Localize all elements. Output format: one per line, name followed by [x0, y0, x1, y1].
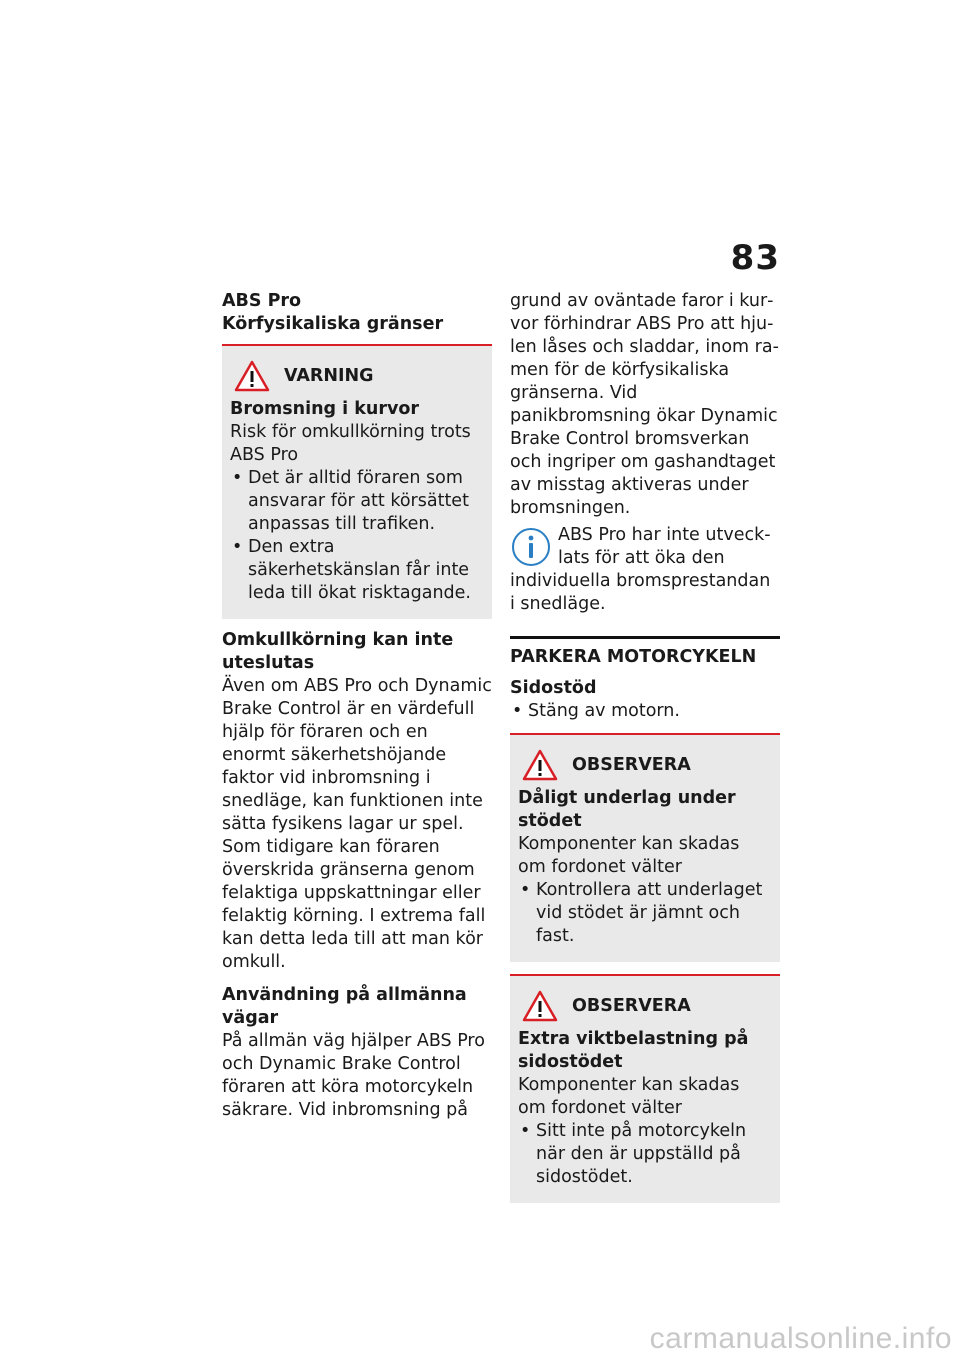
- subheading-sidostod: Sidostöd: [510, 678, 597, 698]
- notice1-text: Komponenter kan skadas om fordonet välter: [518, 834, 740, 877]
- paragraph-continued: grund av oväntade faror i kurvor förhindrar ABS Pro att hjulen låses och sladdar, inom ramen för de körfysikaliska gränserna. Vid panikbromsning ökar Dynamic Brake Control bromsverkan och ingriper om gashandtaget av misstag aktiveras under bromsningen.: [510, 291, 779, 518]
- warning-triangle-icon: [522, 749, 558, 781]
- warning-text: Risk för omkullkörning trots ABS Pro: [230, 422, 471, 465]
- notice1-header: [518, 749, 772, 781]
- list-item: • Stäng av motorn.: [510, 700, 780, 723]
- page-number: 83: [730, 238, 780, 278]
- warning-title: Bromsning i kurvor: [230, 399, 420, 419]
- notice2-box: [510, 976, 780, 1203]
- paragraph-allmanna-vagar: På allmän väg hjälper ABS Pro och Dynamic Brake Control föraren att köra motorcykeln säkrare. Vid inbromsning på: [222, 1031, 485, 1120]
- warning-label: VARNING: [284, 366, 374, 386]
- notice1-label: OBSERVERA: [572, 755, 691, 775]
- section-heading: ABS Pro: [222, 291, 302, 311]
- notice2-text: Komponenter kan skadas om fordonet välter: [518, 1075, 740, 1118]
- info-note: [510, 524, 780, 616]
- notice1-bullets: [518, 879, 772, 948]
- notice1-title: Dåligt underlag under stödet: [518, 788, 736, 831]
- list-item: • Kontrollera att underlaget vid stödet är jämnt och fast.: [518, 879, 772, 948]
- list-item: • Sitt inte på motorcykeln när den är uppställd på sidostödet.: [518, 1120, 772, 1189]
- watermark: carmanualsonline.info: [649, 1322, 952, 1355]
- left-column: [222, 290, 492, 1122]
- list-item: • Det är alltid föraren som ansvarar för att körsättet anpassas till trafiken.: [230, 467, 484, 536]
- section-title-parkera: PARKERA MOTORCYKELN: [510, 647, 757, 667]
- notice1-box: [510, 735, 780, 962]
- info-icon: [510, 526, 552, 568]
- paragraph-omkullkorning: Även om ABS Pro och Dynamic Brake Control är en värdefull hjälp för föraren och en enormt säkerhetshöjande faktor vid inbromsning i snedläge, kan funktionen inte sätta fysikens lagar ur spel. Som tidigare kan föraren överskrida gränserna genom felaktiga uppskattningar eller felaktig körning. I extrema fall kan detta leda till att man kör omkull.: [222, 676, 492, 972]
- section-rule: [510, 636, 780, 639]
- notice2-title: Extra viktbelastning på sidostödet: [518, 1029, 749, 1072]
- subheading-omkullkorning: Omkullkörning kan inte uteslutas: [222, 630, 454, 673]
- notice2-header: [518, 990, 772, 1022]
- warning-box: [222, 346, 492, 619]
- notice2-label: OBSERVERA: [572, 996, 691, 1016]
- info-note-text: ABS Pro har inte utvecklats för att öka den individuella bromsprestandan i snedläge.: [510, 525, 771, 614]
- warning-triangle-icon: [234, 360, 270, 392]
- section-subheading: Körfysikaliska gränser: [222, 314, 444, 334]
- list-item: • Den extra säkerhetskänslan får inte leda till ökat risktagande.: [230, 536, 484, 605]
- warning-header: [230, 360, 484, 392]
- warning-bullets: [230, 467, 484, 605]
- right-column: [510, 290, 780, 1203]
- notice2-bullets: [518, 1120, 772, 1189]
- warning-triangle-icon: [522, 990, 558, 1022]
- subheading-allmanna-vagar: Användning på allmänna vägar: [222, 985, 467, 1028]
- step-list: [510, 700, 780, 723]
